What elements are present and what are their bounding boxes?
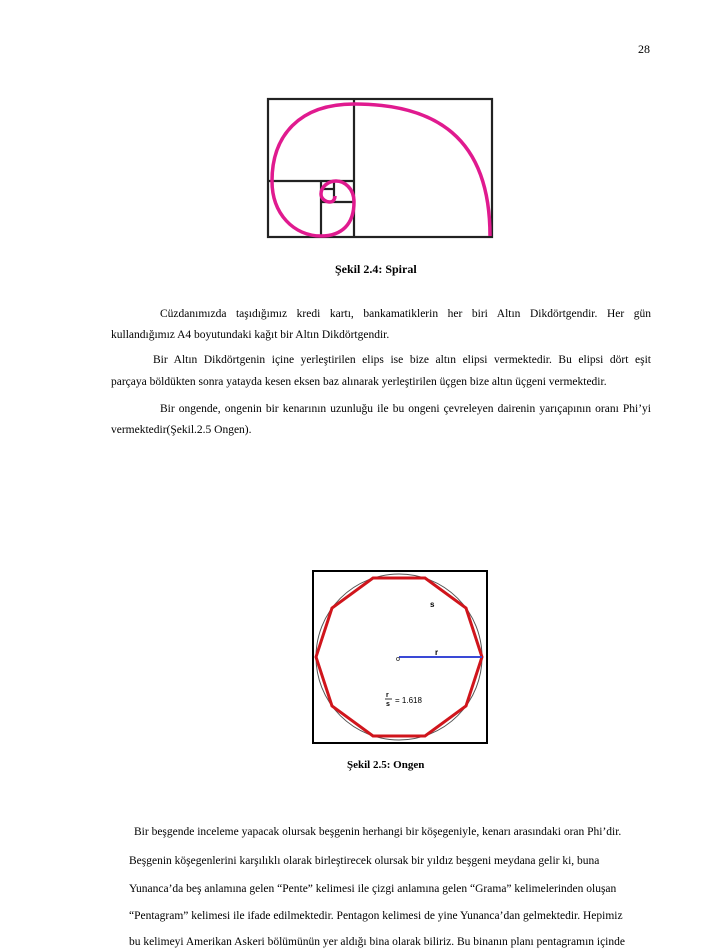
paragraph-line: bu kelimeyi Amerikan Askeri bölümünün yer aldığı bina olarak biliriz. Bu binanın planı pentagramın içinde bbox=[129, 936, 625, 948]
page-number: 28 bbox=[638, 42, 650, 56]
decagon-figure bbox=[312, 570, 488, 744]
ratio-value: = 1.618 bbox=[395, 696, 422, 705]
paragraph-line: “Pentagram” kelimesi ile ifade edilmektedir. Pentagon kelimesi de yine Yunanca’dan gelmektedir. Hepimiz bbox=[129, 910, 623, 922]
radius-label: r bbox=[435, 648, 439, 657]
figure-caption: Şekil 2.5: Ongen bbox=[347, 759, 425, 771]
paragraph-line: vermektedir(Şekil.2.5 Ongen). bbox=[111, 424, 252, 436]
spiral-curve bbox=[272, 104, 490, 236]
paragraph-line: Bir ongende, ongenin bir kenarının uzunluğu ile bu ongeni çevreleyen dairenin yarıçapının oranı Phi’yi bbox=[160, 403, 651, 415]
figure-caption: Şekil 2.4: Spiral bbox=[335, 262, 417, 276]
paragraph-line: Bir Altın Dikdörtgenin içine yerleştirilen elips ise bize altın elipsi vermektedir. Bu elipsi dört eşit bbox=[153, 354, 651, 366]
side-label: s bbox=[430, 600, 435, 609]
paragraph-line: Bir beşgende inceleme yapacak olursak beşgenin herhangi bir köşegeniyle, kenarı arasındaki oran Phi’dir. bbox=[134, 826, 622, 838]
paragraph-line: parçaya böldükten sonra yatayda kesen eksen baz alınarak yerleştirilen üçgen bize altın üçgeni vermektedir. bbox=[111, 376, 607, 388]
paragraph-line: Beşgenin köşegenlerini karşılıklı olarak birleştirecek olursak bir yıldız beşgeni meydana gelir ki, buna bbox=[129, 855, 600, 867]
paragraph-line: kullandığımız A4 boyutundaki kağıt bir Altın Dikdörtgendir. bbox=[111, 329, 390, 341]
center-label: o bbox=[396, 656, 400, 663]
golden-spiral-figure bbox=[264, 96, 496, 242]
ratio-denominator: s bbox=[386, 701, 390, 708]
ratio-numerator: r bbox=[386, 692, 389, 699]
paragraph-line: Cüzdanımızda taşıdığımız kredi kartı, bankamatiklerin her biri Altın Dikdörtgendir. Her gün bbox=[160, 308, 651, 320]
paragraph-line: Yunanca’da beş anlamına gelen “Pente” kelimesi ile çizgi anlamına gelen “Grama” kelimelerinden oluşan bbox=[129, 883, 617, 895]
